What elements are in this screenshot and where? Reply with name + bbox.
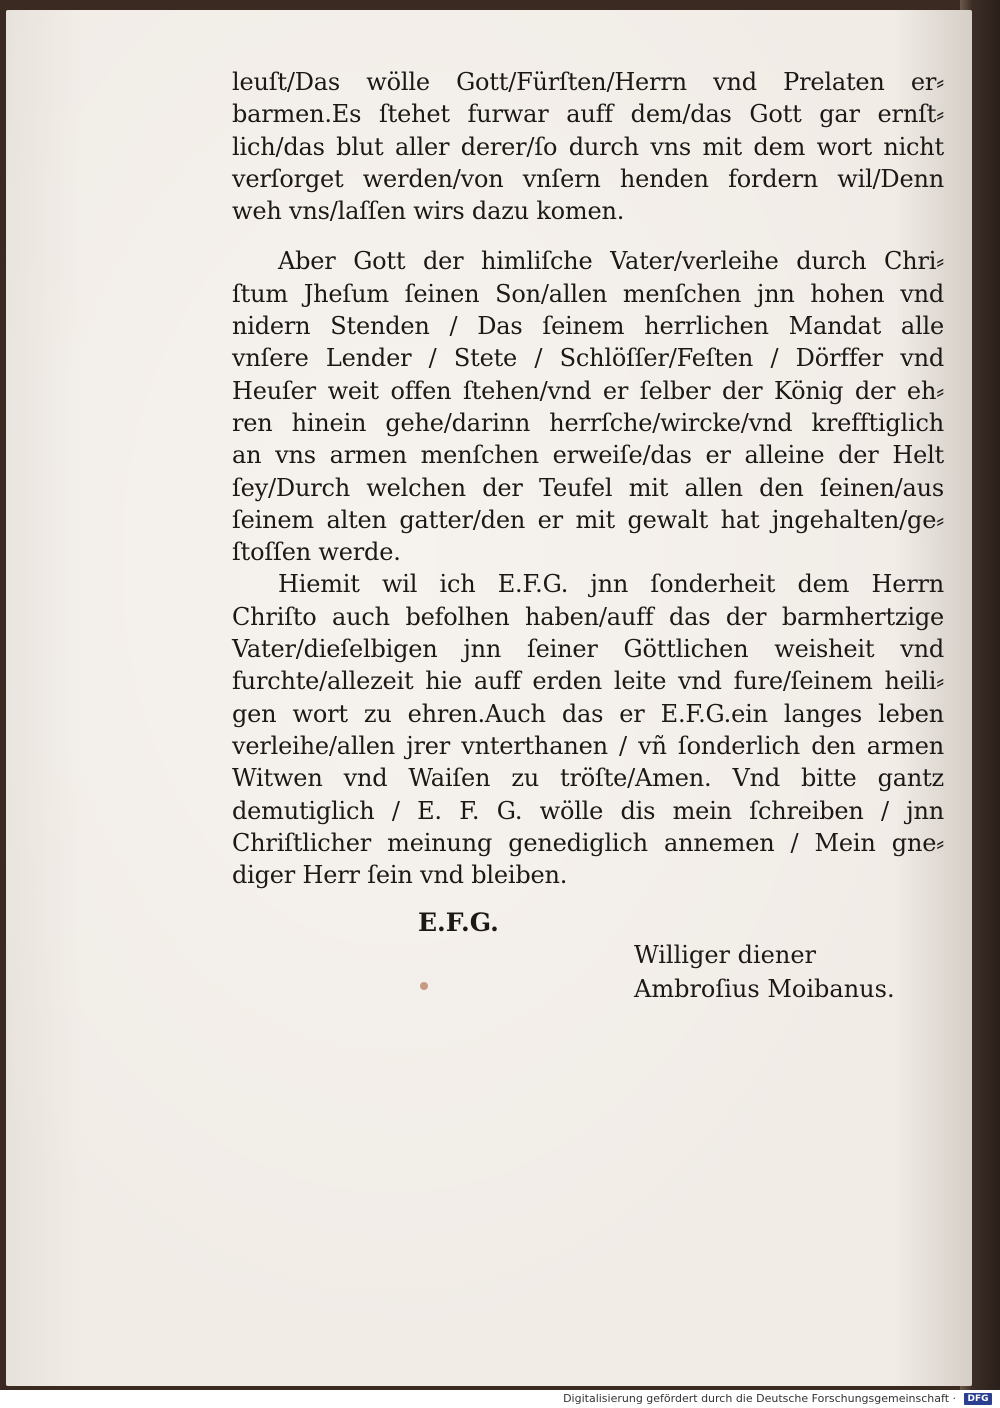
funding-credit: Digitalisierung gefördert durch die Deutsche Forschungsgemeinschaft · bbox=[563, 1392, 956, 1405]
text-line: an vns armen menſchen erweiſe/das er alleine der Helt bbox=[232, 441, 944, 470]
text-line: demutiglich / E. F. G. wölle dis mein ſchreiben / jnn bbox=[232, 796, 944, 825]
text-line: verleihe/allen jrer vnterthanen / vñ ſonderlich den armen bbox=[232, 731, 944, 760]
text-line: furchte/allezeit hie auff erden leite vnd fure/ſeinem heili⸗ bbox=[232, 667, 944, 696]
signature-name: Ambroſius Moibanus. bbox=[634, 975, 895, 1003]
text-line: gen wort zu ehren.Auch das er E.F.G.ein langes leben bbox=[232, 699, 944, 728]
text-line: Chriſtlicher meinung genediglich annemen / Mein gne⸗ bbox=[232, 828, 944, 857]
text-line: ſtoſſen werde. bbox=[232, 538, 401, 567]
body-text bbox=[232, 66, 944, 891]
text-line: ſey/Durch welchen der Teufel mit allen den ſeinen/aus bbox=[232, 473, 944, 502]
text-line: Heuſer weit offen ſtehen/vnd er ſelber der König der eh⸗ bbox=[232, 376, 944, 405]
dfg-logo-icon: DFG bbox=[964, 1393, 992, 1405]
salutation-initials: E.F.G. bbox=[418, 908, 499, 937]
text-line: barmen.Es ſtehet furwar auff dem/das Gott gar ernſt⸗ bbox=[232, 100, 944, 129]
text-line: nidern Stenden / Das ſeinem herrlichen Mandat alle bbox=[232, 312, 944, 341]
text-line: verſorget werden/von vnſern henden fordern wil/Denn bbox=[232, 164, 944, 193]
text-line: Witwen vnd Waiſen zu tröſte/Amen. Vnd bitte gantz bbox=[232, 764, 944, 793]
signature-block bbox=[634, 938, 895, 1006]
text-line: vnſere Lender / Stete / Schlöſſer/Feſten / Dörffer vnd bbox=[232, 344, 944, 373]
text-line: ſtum Jheſum ſeinen Son/allen menſchen jnn hohen vnd bbox=[232, 279, 944, 308]
text-line: ren hinein gehe/darinn herrſche/wircke/vnd krefftiglich bbox=[232, 408, 944, 437]
paper-stain bbox=[420, 982, 428, 990]
text-line: leuſt/Das wölle Gott/Fürſten/Herrn vnd Prelaten er⸗ bbox=[232, 68, 944, 96]
text-line: diger Herr ſein vnd bleiben. bbox=[232, 861, 568, 890]
text-line: Vater/dieſelbigen jnn ſeiner Göttlichen weisheit vnd bbox=[232, 635, 944, 664]
signature-line: Williger diener bbox=[634, 941, 816, 969]
text-line: ſeinem alten gatter/den er mit gewalt hat jngehalten/ge⸗ bbox=[232, 505, 944, 534]
text-line: Aber Gott der himliſche Vater/verleihe durch Chri⸗ bbox=[278, 247, 944, 276]
text-line: Chriſto auch befolhen haben/auff das der barmhertzige bbox=[232, 602, 944, 631]
text-line: weh vns/laſſen wirs dazu komen. bbox=[232, 197, 625, 226]
footer-bar bbox=[0, 1390, 1000, 1408]
text-line: lich/das blut aller derer/ſo durch vns mit dem wort nicht bbox=[232, 132, 944, 161]
text-line: Hiemit wil ich E.F.G. jnn ſonderheit dem Herrn bbox=[278, 570, 944, 599]
